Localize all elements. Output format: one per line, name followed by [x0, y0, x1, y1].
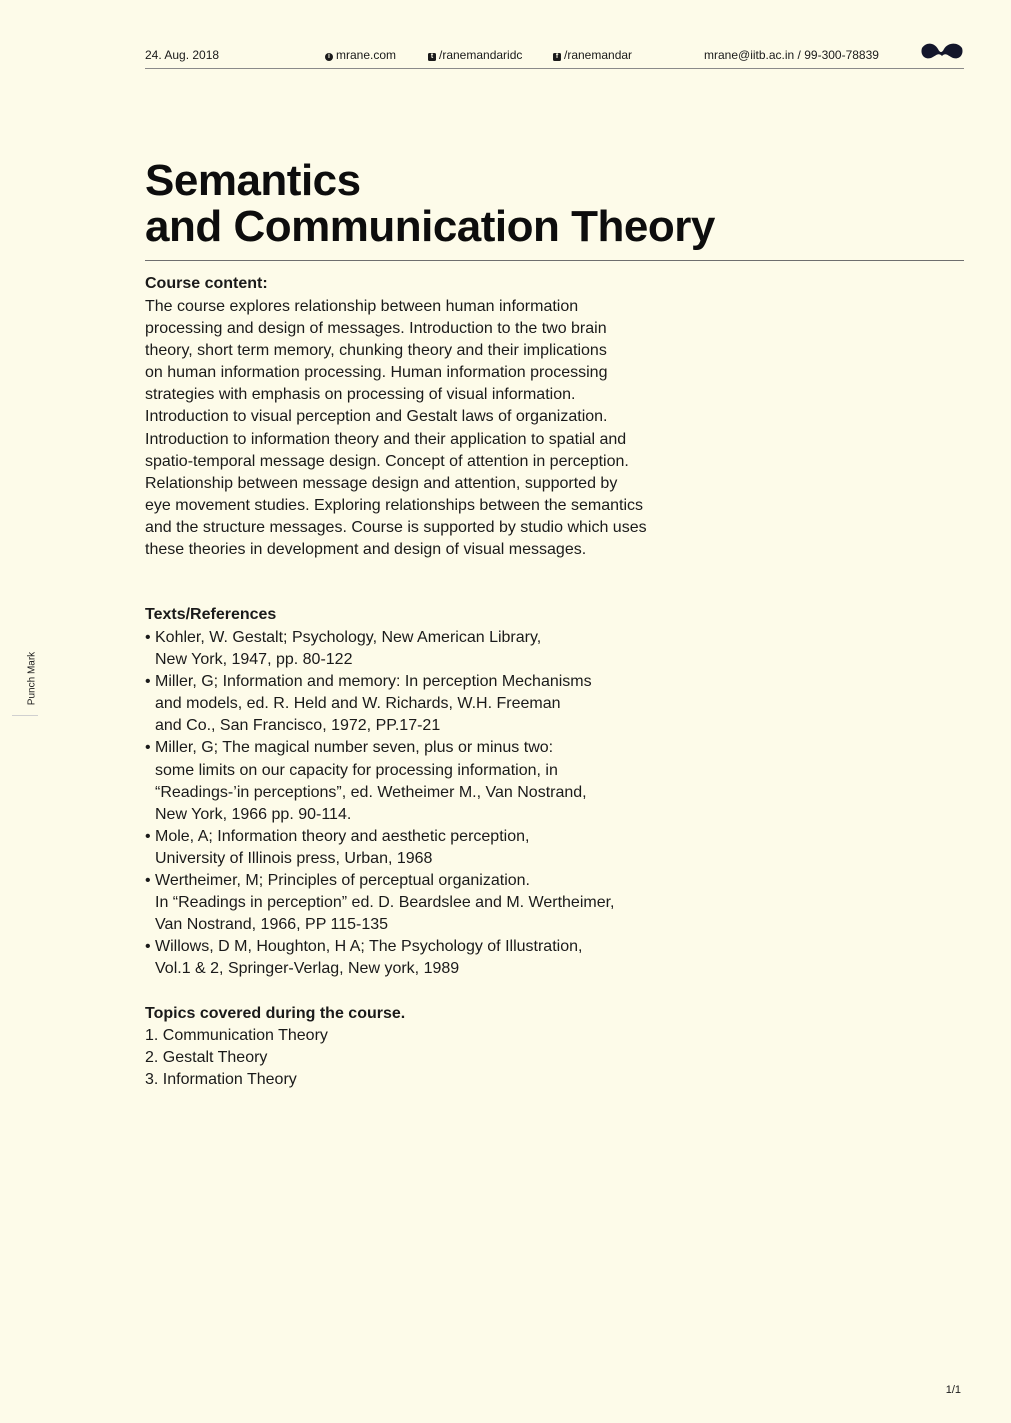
topic-item: 2. Gestalt Theory [145, 1049, 268, 1067]
topic-item: 3. Information Theory [145, 1071, 297, 1089]
page-number: 1/1 [945, 1384, 961, 1396]
title-line-1: Semantics [145, 156, 361, 205]
reference-item: • Miller, G; The magical number seven, plus or minus two: some limits on our capacity for processing information, in “Readings-’in perceptions”, ed. Wetheimer M., Van Nostrand, New York, 1966 pp. 90-114. [145, 739, 587, 823]
info-icon: i [325, 53, 333, 61]
title-line-2: and Communication Theory [145, 202, 715, 251]
reference-item: • Wertheimer, M; Principles of perceptual organization. In “Readings in perception” ed. D. Beardslee and M. Wertheimer, Van Nostrand, 1966, PP 115-135 [145, 872, 615, 934]
punch-mark-label: Punch Mark [26, 651, 38, 706]
punch-mark-line [12, 715, 38, 716]
reference-item: • Kohler, W. Gestalt; Psychology, New American Library, New York, 1947, pp. 80-122 [145, 629, 542, 669]
page-title [145, 158, 715, 250]
punch-mark [22, 645, 42, 717]
twitter-icon: t [428, 53, 436, 61]
page-header [145, 44, 964, 69]
header-twitter[interactable] [428, 48, 522, 62]
reference-item: • Willows, D M, Houghton, H A; The Psychology of Illustration, Vol.1 & 2, Springer-Verlag, New york, 1989 [145, 938, 583, 978]
course-content-heading: Course content: [145, 275, 268, 292]
header-contact[interactable]: mrane@iitb.ac.in / 99-300-78839 [704, 48, 879, 62]
header-date: 24. Aug. 2018 [145, 48, 220, 62]
topic-item: 1. Communication Theory [145, 1027, 328, 1044]
references-list [145, 627, 705, 981]
course-content-text: The course explores relationship between human information processing and design of messages. Introduction to the two brain theory, short term memory, chunking theory and their implications on human information processing. Human information processing strategies with emphasis on processing of visual information. Introduction to visual perception and Gestalt laws of organization. Introduction to information theory and their application to spatial and spatio-temporal message design. Concept of attention in perception. Relationship between message design and attention, supported by eye movement studies. Exploring relationships between the semantics and the structure messages. Course is supported by studio which uses these theories in development and design of visual messages. [145, 298, 647, 559]
topics-heading: Topics covered during the course. [145, 1005, 406, 1022]
topics-list [145, 1025, 328, 1091]
references-heading: Texts/References [145, 606, 277, 623]
twitter-text: /ranemandaridc [439, 48, 523, 62]
header-facebook[interactable] [553, 48, 632, 62]
reference-item: • Miller, G; Information and memory: In perception Mechanisms and models, ed. R. Held and W. Richards, W.H. Freeman and Co., San Francisco, 1972, PP.17-21 [145, 673, 592, 735]
title-divider [145, 260, 964, 261]
facebook-text: /ranemandar [564, 48, 633, 62]
website-text: mrane.com [336, 48, 397, 62]
header-website[interactable] [325, 48, 396, 62]
facebook-icon: f [553, 53, 561, 61]
reference-item: • Mole, A; Information theory and aesthetic perception, University of Illinois press, Urban, 1968 [145, 827, 530, 867]
logo-mark [920, 40, 964, 62]
